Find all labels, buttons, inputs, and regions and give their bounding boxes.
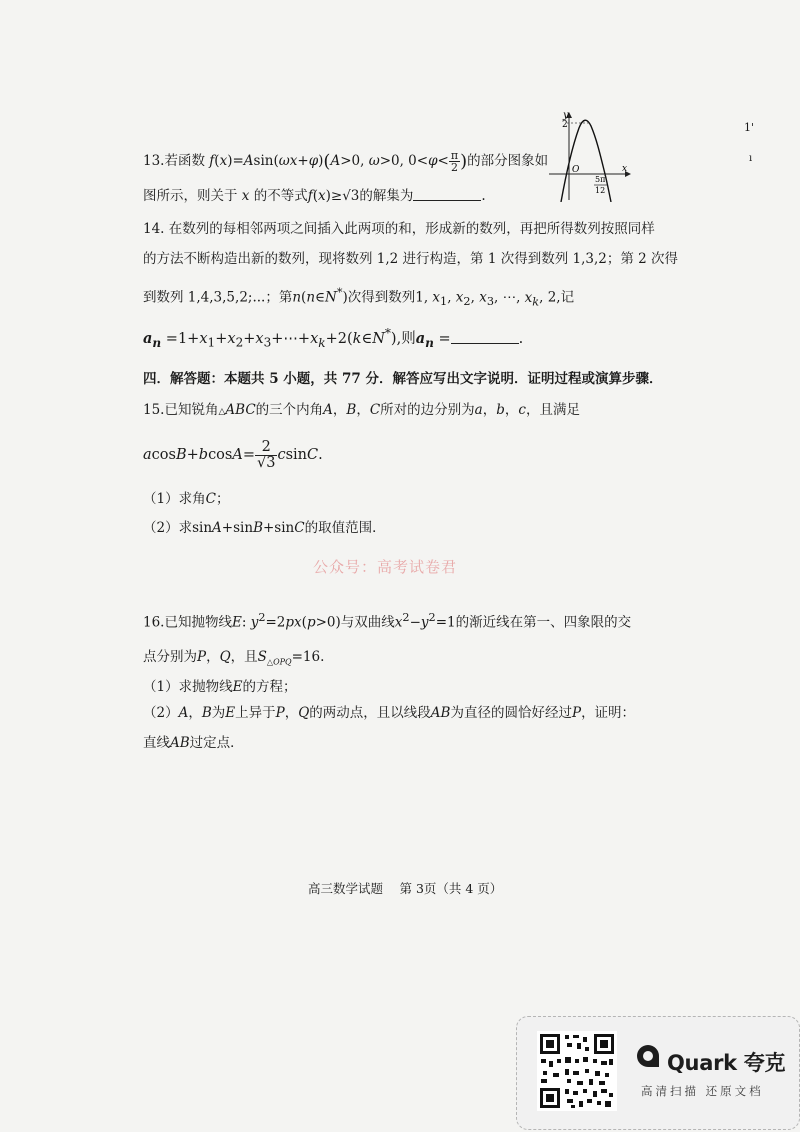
q16-line1: 16.已知抛物线E: $y^2=2px(p>0)$与双曲线$x^2-y^2=1$的渐近线在第一、四象限的交 bbox=[143, 611, 632, 631]
q15-equation: acosB+bcosA= $\frac{2}{√3}$ csinC. bbox=[143, 439, 323, 471]
x-axis-label: x bbox=[622, 164, 628, 174]
qr-code-icon[interactable] bbox=[537, 1031, 617, 1111]
y-axis-label: y bbox=[563, 110, 569, 121]
page-footer: 高三数学试题 第 3页（共 4 页） bbox=[308, 881, 503, 896]
q13-line2: 图所示，则关于 x 的不等式f(x)≥√3的解集为 . bbox=[143, 188, 486, 204]
q16-part2: （2）A，B为E上异于P，Q的两动点，且以线段AB为直径的圆恰好经过P，证明： bbox=[143, 705, 636, 721]
y-tick-label: 2 bbox=[562, 120, 568, 130]
q16-line5: 直线AB过定点． bbox=[143, 735, 244, 751]
q15-part2: （2）求sinA+sinB+sinC的取值范围． bbox=[143, 520, 386, 536]
quark-subtitle: 高清扫描 还原文档 bbox=[641, 1084, 764, 1098]
x-tick-label-num: 5π bbox=[595, 175, 606, 184]
sine-graph-figure bbox=[543, 110, 633, 202]
quark-brand-text: Quark 夸克 bbox=[667, 1051, 786, 1075]
q14-line3: 到数列 1,4,3,5,2;...；第n(n∈N*)次得到数列1, $x_1$, $x_2$, $x_3$, ⋯, $x_k$, 2,记 bbox=[143, 286, 575, 309]
edge-mark-2: ı bbox=[749, 153, 753, 164]
x-tick-label-den: 12 bbox=[595, 186, 606, 195]
q16-line2: 点分别为P，Q，且$S_{\triangle OPQ}=16$. bbox=[143, 649, 325, 667]
quark-logo-icon bbox=[635, 1043, 661, 1073]
q13-line1: 13.若函数 f(x)=Asin(ωx+φ)(A>0, ω>0, 0<φ< $\frac{\pi}{2}$ )的部分图象如 bbox=[143, 149, 549, 174]
origin-label: O bbox=[572, 165, 580, 175]
q15-part1: （1）求角C； bbox=[143, 491, 230, 507]
q14-line4: $a_n$ $=1+x_1+x_2+x_3+\cdots+x_k+2(k\in N^*)$,则$a_n$ = . bbox=[143, 326, 524, 350]
watermark-text: 公众号：高考试卷君 bbox=[313, 558, 458, 576]
q14-line1: 14. 在数列的每相邻两项之间插入此两项的和，形成新的数列，再把所得数列按照同样 bbox=[143, 221, 655, 237]
section-4-heading: 四．解答题：本题共 5 小题，共 77 分．解答应写出文字说明．证明过程或演算步骤． bbox=[143, 371, 663, 387]
q14-line2: 的方法不断构造出新的数列，现将数列 1,2 进行构造，第 1 次得到数列 1,3,2；第 2 次得 bbox=[143, 251, 679, 267]
q15-line1: 15.已知锐角△ABC的三个内角A，B，C所对的边分别为a，b，c，且满足 bbox=[143, 402, 580, 418]
quark-scan-badge[interactable] bbox=[516, 1016, 800, 1130]
edge-mark-1: 1' bbox=[744, 121, 755, 134]
q16-part1: （1）求抛物线E的方程； bbox=[143, 679, 297, 695]
